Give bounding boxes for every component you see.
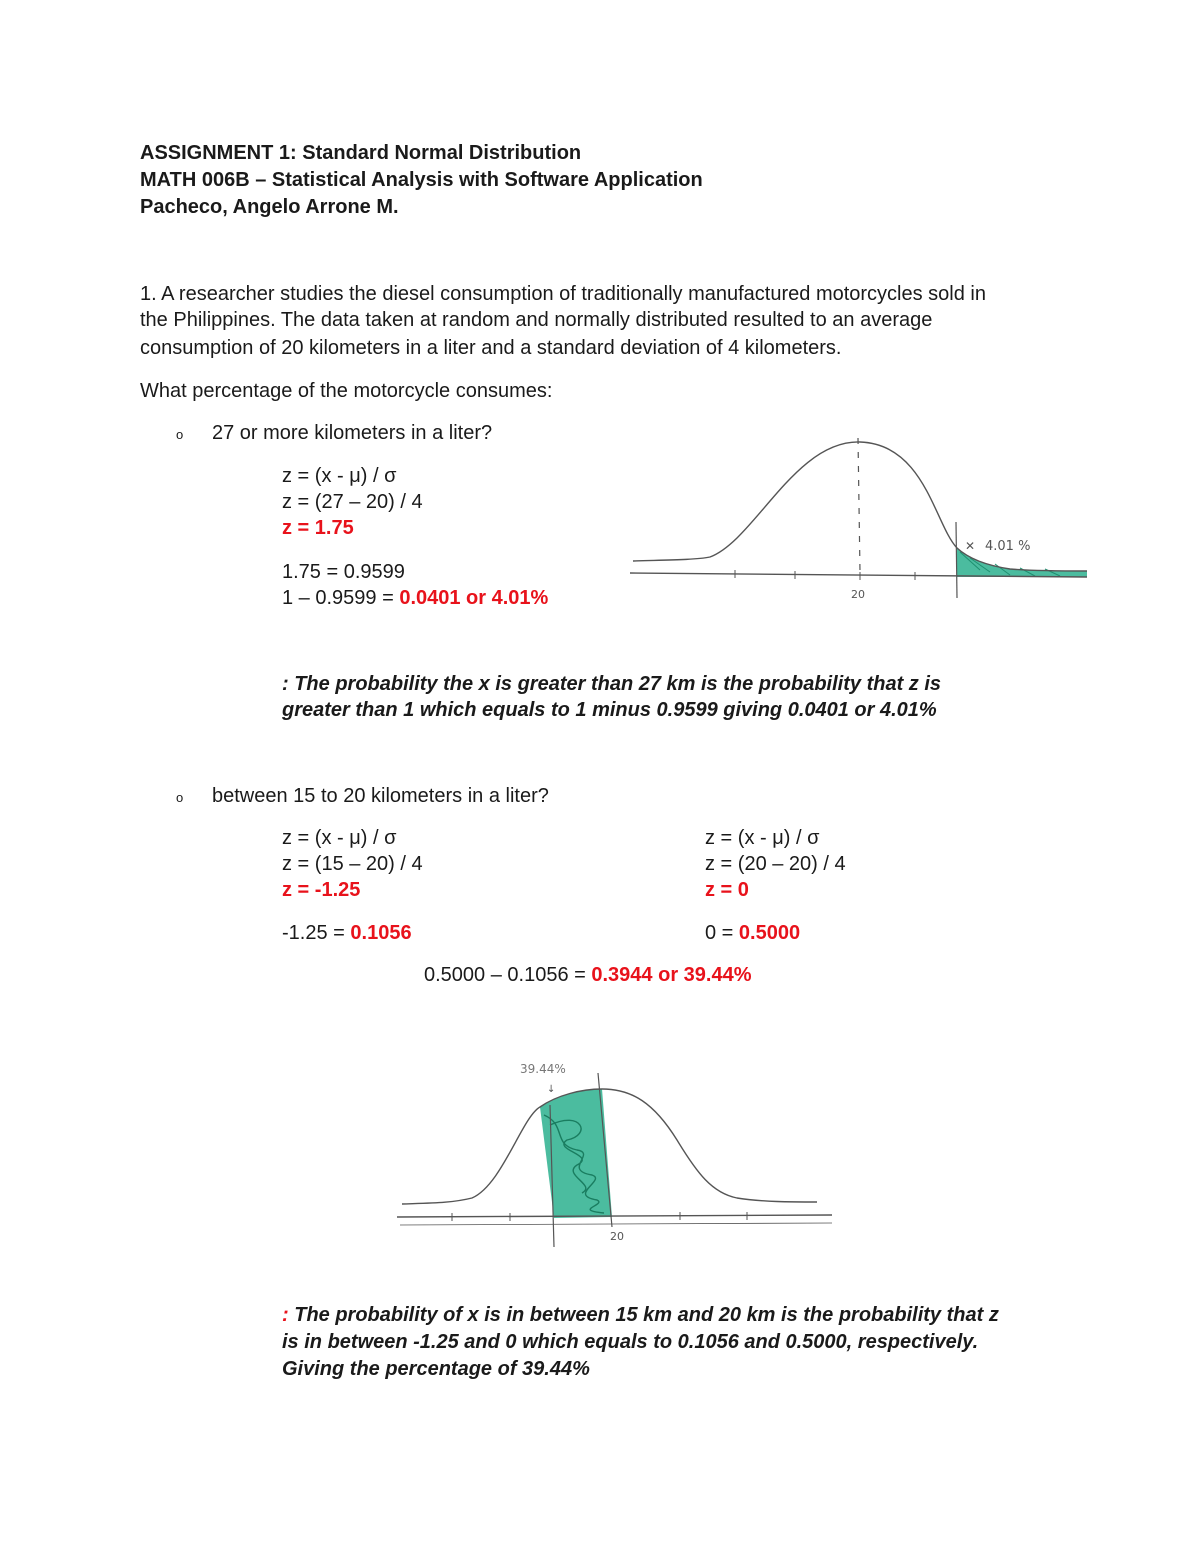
conclusion-text: The probability of x is in between 15 km and 20 km is the probability that z bbox=[288, 1304, 999, 1326]
part-b-left-formula: z = (x - μ) / σ bbox=[282, 827, 397, 849]
part-b-left-lookup-value: 0.1056 bbox=[350, 922, 412, 944]
part-a-conclusion-line-1: : The probability the x is greater than 27 km is the probability that z is bbox=[282, 673, 942, 695]
part-a-substitution: z = (27 – 20) / 4 bbox=[282, 491, 423, 513]
between-area-label: 39.44% bbox=[520, 1062, 566, 1076]
mean-dashed-line bbox=[858, 438, 860, 572]
part-b-left-substitution: z = (15 – 20) / 4 bbox=[282, 853, 423, 875]
problem-line-1: 1. A researcher studies the diesel consumption of traditionally manufactured motorcycles sold in bbox=[140, 283, 986, 305]
part-b-calc-result: 0.3944 or 39.44% bbox=[591, 964, 752, 986]
tail-area-label: 4.01 % bbox=[985, 539, 1031, 554]
bullet-b: o bbox=[176, 790, 184, 805]
part-a-prompt: 27 or more kilometers in a liter? bbox=[212, 422, 493, 444]
part-a-conclusion-line-2: greater than 1 which equals to 1 minus 0.9599 giving 0.0401 or 4.01% bbox=[282, 699, 937, 721]
arrow-marker: ✕ bbox=[965, 539, 976, 553]
bullet-a: o bbox=[176, 427, 184, 442]
x-axis-line bbox=[397, 1215, 832, 1217]
course-title: MATH 006B – Statistical Analysis with Software Application bbox=[140, 169, 703, 191]
part-b-calculation bbox=[424, 962, 752, 989]
student-name: Pacheco, Angelo Arrone M. bbox=[140, 196, 399, 218]
part-b-conclusion-line-3: Giving the percentage of 39.44% bbox=[282, 1358, 590, 1380]
part-a-formula: z = (x - μ) / σ bbox=[282, 465, 397, 487]
between-curve-sketch bbox=[392, 1055, 837, 1255]
part-a-calc-result: 0.0401 or 4.01% bbox=[399, 587, 549, 609]
part-b-left-z-result: z = -1.25 bbox=[282, 879, 361, 901]
z-cutoff-line bbox=[956, 522, 957, 598]
part-b-conclusion-line-1 bbox=[282, 1302, 999, 1329]
mean-label: 20 bbox=[851, 588, 865, 601]
part-b-left-lookup bbox=[282, 920, 412, 947]
part-b-conclusion-line-2: is in between -1.25 and 0 which equals to 0.1056 and 0.5000, respectively. bbox=[282, 1331, 979, 1353]
right-tail-curve-sketch bbox=[625, 430, 1095, 605]
part-b-right-lookup-prefix: 0 = bbox=[705, 922, 739, 944]
axis-shadow-line bbox=[400, 1223, 832, 1225]
part-b-left-lookup-prefix: -1.25 = bbox=[282, 922, 351, 944]
part-a-calculation bbox=[282, 585, 548, 612]
part-b-right-formula: z = (x - μ) / σ bbox=[705, 827, 820, 849]
problem-line-2: the Philippines. The data taken at random and normally distributed resulted to an average bbox=[140, 309, 933, 331]
part-b-prompt: between 15 to 20 kilometers in a liter? bbox=[212, 785, 549, 807]
part-b-calc-prefix: 0.5000 – 0.1056 = bbox=[424, 964, 592, 986]
part-b-right-lookup bbox=[705, 920, 800, 947]
label-pointer: ↓ bbox=[547, 1084, 556, 1095]
conclusion-colon: : bbox=[282, 1304, 289, 1326]
part-b-right-substitution: z = (20 – 20) / 4 bbox=[705, 853, 846, 875]
part-a-calc-prefix: 1 – 0.9599 = bbox=[282, 587, 400, 609]
part-b-right-lookup-value: 0.5000 bbox=[738, 922, 801, 944]
part-a-table-lookup: 1.75 = 0.9599 bbox=[282, 561, 405, 583]
mean-label: 20 bbox=[610, 1230, 624, 1243]
assignment-title: ASSIGNMENT 1: Standard Normal Distribution bbox=[140, 142, 582, 164]
problem-line-3: consumption of 20 kilometers in a liter and a standard deviation of 4 kilometers. bbox=[140, 337, 842, 359]
part-a-z-result: z = 1.75 bbox=[282, 517, 354, 539]
question-text: What percentage of the motorcycle consumes: bbox=[140, 380, 553, 402]
part-b-right-z-result: z = 0 bbox=[705, 879, 749, 901]
